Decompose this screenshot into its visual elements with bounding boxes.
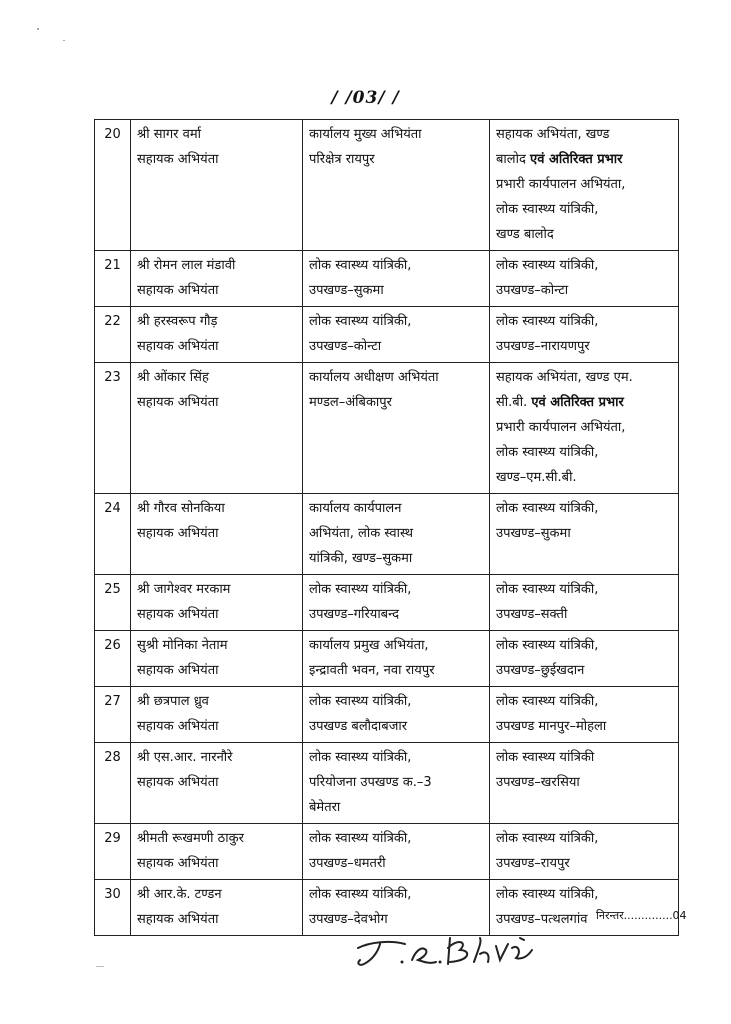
serial-number-cell: 26 bbox=[95, 631, 131, 687]
current-posting-line: मण्डल–अंबिकापुर bbox=[309, 395, 392, 410]
table-row bbox=[95, 120, 679, 251]
new-posting-cell bbox=[490, 307, 679, 363]
current-posting-line: लोक स्वास्थ्य यांत्रिकी, bbox=[309, 694, 412, 709]
current-posting-line: उपखण्ड–सुकमा bbox=[309, 283, 384, 298]
current-posting-line: लोक स्वास्थ्य यांत्रिकी, bbox=[309, 887, 412, 902]
current-posting-cell bbox=[303, 251, 490, 307]
officer-designation: सहायक अभियंता bbox=[137, 395, 219, 410]
officer-name: श्री एस.आर. नारनौरे bbox=[137, 750, 233, 765]
officer-cell bbox=[131, 251, 303, 307]
officer-cell bbox=[131, 880, 303, 936]
current-posting-cell bbox=[303, 363, 490, 494]
table-row bbox=[95, 251, 679, 307]
signature bbox=[350, 924, 540, 969]
officer-designation: सहायक अभियंता bbox=[137, 663, 219, 678]
new-posting-line: उपखण्ड मानपुर–मोहला bbox=[496, 719, 607, 734]
new-posting-line: लोक स्वास्थ्य यांत्रिकी, bbox=[496, 582, 599, 597]
serial-number-cell: 20 bbox=[95, 120, 131, 251]
officer-name: श्रीमती रूखमणी ठाकुर bbox=[137, 831, 244, 846]
new-posting-line: लोक स्वास्थ्य यांत्रिकी, bbox=[496, 202, 599, 217]
officer-name: श्री छत्रपाल ध्रुव bbox=[137, 694, 209, 709]
new-posting-line: लोक स्वास्थ्य यांत्रिकी bbox=[496, 750, 595, 765]
new-posting-line: लोक स्वास्थ्य यांत्रिकी, bbox=[496, 638, 599, 653]
current-posting-line: लोक स्वास्थ्य यांत्रिकी, bbox=[309, 831, 412, 846]
current-posting-line: लोक स्वास्थ्य यांत्रिकी, bbox=[309, 582, 412, 597]
serial-number-cell: 25 bbox=[95, 575, 131, 631]
additional-charge-label: एवं अतिरिक्त प्रभार bbox=[531, 395, 624, 410]
new-posting-line: उपखण्ड–छुईखदान bbox=[496, 663, 585, 678]
new-posting-line: लोक स्वास्थ्य यांत्रिकी, bbox=[496, 445, 599, 460]
officer-designation: सहायक अभियंता bbox=[137, 283, 219, 298]
serial-number-cell: 30 bbox=[95, 880, 131, 936]
officer-cell bbox=[131, 743, 303, 824]
table-row bbox=[95, 575, 679, 631]
officer-cell bbox=[131, 120, 303, 251]
serial-number-cell: 27 bbox=[95, 687, 131, 743]
table-row bbox=[95, 631, 679, 687]
current-posting-cell bbox=[303, 631, 490, 687]
officer-name: सुश्री मोनिका नेताम bbox=[137, 638, 228, 653]
current-posting-line: उपखण्ड बलौदाबजार bbox=[309, 719, 408, 734]
serial-number-cell: 23 bbox=[95, 363, 131, 494]
officer-cell bbox=[131, 631, 303, 687]
new-posting-line: उपखण्ड–रायपुर bbox=[496, 856, 570, 871]
current-posting-cell bbox=[303, 687, 490, 743]
new-posting-line: प्रभारी कार्यपालन अभियंता, bbox=[496, 420, 626, 435]
officer-designation: सहायक अभियंता bbox=[137, 856, 219, 871]
officer-name: श्री ओंकार सिंह bbox=[137, 370, 209, 385]
new-posting-cell bbox=[490, 824, 679, 880]
table-row bbox=[95, 494, 679, 575]
officer-designation: सहायक अभियंता bbox=[137, 912, 219, 927]
serial-number-cell: 28 bbox=[95, 743, 131, 824]
current-posting-cell bbox=[303, 494, 490, 575]
new-posting-line: प्रभारी कार्यपालन अभियंता, bbox=[496, 177, 626, 192]
officer-designation: सहायक अभियंता bbox=[137, 607, 219, 622]
current-posting-line: परियोजना उपखण्ड क.–3 bbox=[309, 775, 432, 790]
officer-cell bbox=[131, 363, 303, 494]
new-posting-line: खण्ड बालोद bbox=[496, 227, 554, 242]
officer-name: श्री सागर वर्मा bbox=[137, 127, 201, 142]
officer-designation: सहायक अभियंता bbox=[137, 719, 219, 734]
officer-designation: सहायक अभियंता bbox=[137, 339, 219, 354]
additional-charge-label: एवं अतिरिक्त प्रभार bbox=[530, 152, 623, 167]
new-posting-line: लोक स्वास्थ्य यांत्रिकी, bbox=[496, 258, 599, 273]
current-posting-line: उपखण्ड–धमतरी bbox=[309, 856, 386, 871]
serial-number-cell: 29 bbox=[95, 824, 131, 880]
current-posting-line: इन्द्रावती भवन, नवा रायपुर bbox=[309, 663, 435, 678]
transfer-table-body bbox=[95, 120, 679, 936]
new-posting-line: लोक स्वास्थ्य यांत्रिकी, bbox=[496, 314, 599, 329]
table-row bbox=[95, 743, 679, 824]
current-posting-line: लोक स्वास्थ्य यांत्रिकी, bbox=[309, 258, 412, 273]
officer-name: श्री जागेश्वर मरकाम bbox=[137, 582, 231, 597]
officer-cell bbox=[131, 494, 303, 575]
officer-designation: सहायक अभियंता bbox=[137, 526, 219, 541]
new-posting-cell bbox=[490, 743, 679, 824]
transfer-table bbox=[94, 119, 679, 936]
officer-cell bbox=[131, 307, 303, 363]
table-row bbox=[95, 307, 679, 363]
new-posting-line: लोक स्वास्थ्य यांत्रिकी, bbox=[496, 501, 599, 516]
officer-name: श्री हरस्वरूप गौड़ bbox=[137, 314, 218, 329]
new-posting-line: उपखण्ड–सक्ती bbox=[496, 607, 568, 622]
new-posting-line: सी.बी. एवं अतिरिक्त प्रभार bbox=[496, 395, 624, 410]
current-posting-cell bbox=[303, 743, 490, 824]
continued-note: निरन्तर..............04 bbox=[596, 909, 687, 922]
new-posting-line: उपखण्ड–पत्थलगांव bbox=[496, 912, 588, 927]
officer-designation: सहायक अभियंता bbox=[137, 775, 219, 790]
officer-name: श्री रोमन लाल मंडावी bbox=[137, 258, 236, 273]
current-posting-line: लोक स्वास्थ्य यांत्रिकी, bbox=[309, 750, 412, 765]
officer-cell bbox=[131, 575, 303, 631]
new-posting-cell bbox=[490, 687, 679, 743]
current-posting-cell bbox=[303, 575, 490, 631]
scan-speck bbox=[96, 966, 104, 967]
current-posting-line: परिक्षेत्र रायपुर bbox=[309, 152, 375, 167]
current-posting-line: कार्यालय प्रमुख अभियंता, bbox=[309, 638, 429, 653]
new-posting-line: बालोद एवं अतिरिक्त प्रभार bbox=[496, 152, 623, 167]
new-posting-cell bbox=[490, 363, 679, 494]
current-posting-line: उपखण्ड–कोन्टा bbox=[309, 339, 382, 354]
current-posting-line: बेमेतरा bbox=[309, 800, 341, 815]
current-posting-line: अभियंता, लोक स्वास्थ bbox=[309, 526, 414, 541]
new-posting-cell bbox=[490, 575, 679, 631]
officer-cell bbox=[131, 687, 303, 743]
current-posting-line: यांत्रिकी, खण्ड–सुकमा bbox=[309, 551, 413, 566]
officer-cell bbox=[131, 824, 303, 880]
new-posting-cell bbox=[490, 494, 679, 575]
table-row bbox=[95, 687, 679, 743]
new-posting-line: खण्ड–एम.सी.बी. bbox=[496, 470, 577, 485]
current-posting-cell bbox=[303, 120, 490, 251]
officer-name: श्री गौरव सोनकिया bbox=[137, 501, 225, 516]
new-posting-cell bbox=[490, 120, 679, 251]
current-posting-line: उपखण्ड–देवभोग bbox=[309, 912, 388, 927]
current-posting-cell bbox=[303, 307, 490, 363]
current-posting-line: कार्यालय अधीक्षण अभियंता bbox=[309, 370, 439, 385]
new-posting-line: लोक स्वास्थ्य यांत्रिकी, bbox=[496, 694, 599, 709]
serial-number-cell: 22 bbox=[95, 307, 131, 363]
serial-number-cell: 21 bbox=[95, 251, 131, 307]
new-posting-cell bbox=[490, 631, 679, 687]
new-posting-line: सहायक अभियंता, खण्ड bbox=[496, 127, 610, 142]
current-posting-line: कार्यालय कार्यपालन bbox=[309, 501, 402, 516]
new-posting-line: सहायक अभियंता, खण्ड एम. bbox=[496, 370, 633, 385]
new-posting-cell bbox=[490, 251, 679, 307]
table-row bbox=[95, 824, 679, 880]
current-posting-line: उपखण्ड–गरियाबन्द bbox=[309, 607, 400, 622]
new-posting-line: उपखण्ड–नारायणपुर bbox=[496, 339, 590, 354]
page-number: / /03/ / bbox=[331, 88, 400, 108]
current-posting-line: लोक स्वास्थ्य यांत्रिकी, bbox=[309, 314, 412, 329]
officer-designation: सहायक अभियंता bbox=[137, 152, 219, 167]
new-posting-line: उपखण्ड–कोन्टा bbox=[496, 283, 569, 298]
scan-speck bbox=[37, 28, 39, 30]
new-posting-line: लोक स्वास्थ्य यांत्रिकी, bbox=[496, 831, 599, 846]
current-posting-cell bbox=[303, 824, 490, 880]
serial-number-cell: 24 bbox=[95, 494, 131, 575]
officer-name: श्री आर.के. टण्डन bbox=[137, 887, 222, 902]
table-row bbox=[95, 363, 679, 494]
new-posting-line: उपखण्ड–सुकमा bbox=[496, 526, 571, 541]
new-posting-line: उपखण्ड–खरसिया bbox=[496, 775, 580, 790]
scan-speck bbox=[63, 40, 65, 41]
current-posting-line: कार्यालय मुख्य अभियंता bbox=[309, 127, 422, 142]
new-posting-line: लोक स्वास्थ्य यांत्रिकी, bbox=[496, 887, 599, 902]
